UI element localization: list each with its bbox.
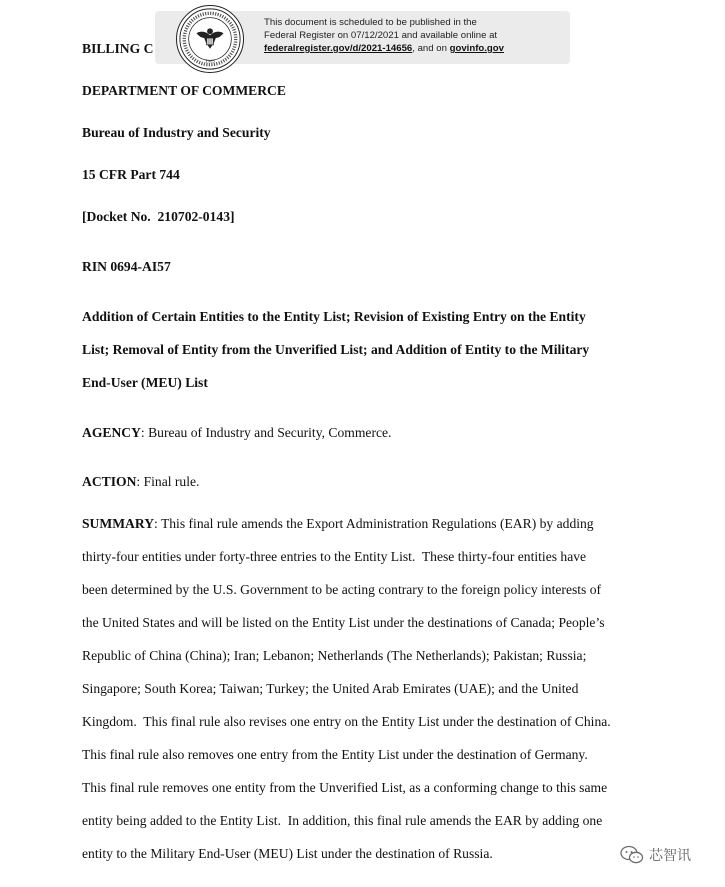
national-archives-seal-icon (176, 5, 244, 73)
summary-first-line (82, 516, 594, 532)
govinfo-link[interactable]: govinfo.gov (449, 43, 504, 54)
banner-line-2: Federal Register on 07/12/2021 and available online at (264, 30, 498, 41)
rin-number: RIN 0694-AI57 (82, 259, 171, 274)
action-label: ACTION (82, 474, 137, 489)
summary-line: Kingdom. This final rule also revises one entry on the Entity List under the destination of China. (82, 714, 611, 729)
banner-line-3 (264, 42, 564, 55)
federalregister-link[interactable]: federalregister.gov/d/2021-14656 (264, 43, 413, 54)
banner-text (264, 16, 564, 55)
summary-line: entity being added to the Entity List. In addition, this final rule amends the EAR by adding one (82, 813, 603, 828)
summary-line: Republic of China (China); Iran; Lebanon; Netherlands (The Netherlands); Pakistan; Russia; (82, 648, 587, 663)
billing-code: BILLING C (82, 41, 154, 56)
summary-line: the United States and will be listed on the Entity List under the destinations of Canada; People’s (82, 615, 605, 630)
agency-text: : Bureau of Industry and Security, Commerce. (140, 425, 392, 440)
action-line (82, 474, 199, 490)
action-text: : Final rule. (136, 474, 200, 489)
bureau-heading: Bureau of Industry and Security (82, 125, 271, 140)
rule-title-line: End-User (MEU) List (82, 375, 208, 390)
summary-label: SUMMARY (82, 516, 155, 531)
summary-text: : This final rule amends the Export Administration Regulations (EAR) by adding (154, 516, 594, 531)
summary-line: been determined by the U.S. Government to be acting contrary to the foreign policy interests of (82, 582, 602, 597)
wechat-icon (620, 845, 644, 865)
agency-label: AGENCY (82, 425, 141, 440)
summary-line: This final rule also removes one entry from the Entity List under the destination of Germany. (82, 747, 588, 762)
banner-line-1: This document is scheduled to be published in the (264, 17, 477, 28)
watermark (620, 842, 691, 868)
agency-line (82, 425, 391, 441)
rule-title-line: Addition of Certain Entities to the Entity List; Revision of Existing Entry on the Entity (82, 309, 586, 324)
department-heading: DEPARTMENT OF COMMERCE (82, 83, 286, 98)
svg-text:1985: 1985 (205, 58, 215, 64)
docket-number: [Docket No. 210702-0143] (82, 209, 235, 224)
summary-line: entity to the Military End-User (MEU) List under the destination of Russia. (82, 846, 493, 861)
banner-joiner: , and on (412, 43, 450, 54)
cfr-part: 15 CFR Part 744 (82, 167, 180, 182)
rule-title-line: List; Removal of Entity from the Unverified List; and Addition of Entity to the Military (82, 342, 590, 357)
summary-line: thirty-four entities under forty-three entries to the Entity List. These thirty-four entities have (82, 549, 587, 564)
summary-line: This final rule removes one entity from the Unverified List, as a conforming change to this same (82, 780, 608, 795)
watermark-text: 芯智讯 (649, 848, 691, 864)
summary-line: Singapore; South Korea; Taiwan; Turkey; the United Arab Emirates (UAE); and the United (82, 681, 579, 696)
